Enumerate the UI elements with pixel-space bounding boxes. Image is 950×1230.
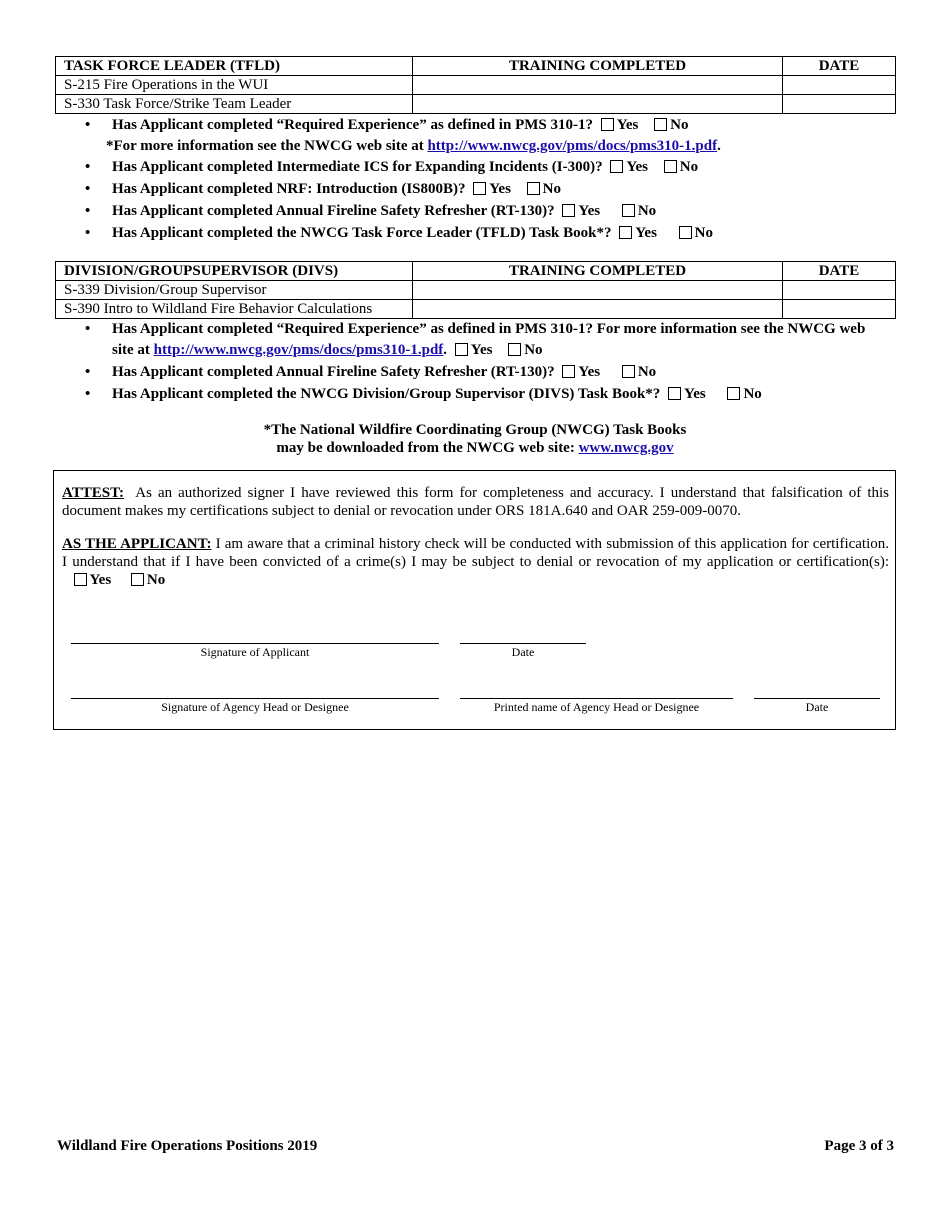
applicant-signature-line[interactable] [71,643,439,660]
no-label: No [637,364,657,380]
yes-label: Yes [578,203,601,219]
no-label: No [146,572,166,588]
note-text: *For more information see the NWCG web site at [106,138,424,154]
yes-label: Yes [684,386,706,402]
agency-date-line[interactable] [754,698,880,715]
course-name: S-339 Division/Group Supervisor [56,281,413,300]
yes-checkbox[interactable] [455,343,468,356]
page-number: Page 3 of 3 [824,1138,894,1154]
divs-question-1 [85,319,900,361]
signature-label: Signature of Applicant [200,645,310,659]
question-text: Has Applicant completed “Required Experience” as defined in PMS 310-1? For more information see the NWCG web [112,321,866,337]
attest-heading: ATTEST: [62,485,124,501]
date-cell[interactable] [783,300,896,319]
date-cell[interactable] [783,281,896,300]
training-completed-cell[interactable] [413,300,783,319]
attest-paragraph [62,484,889,520]
table-header-row [56,57,896,76]
bullet: • [85,181,91,197]
footer-title: Wildland Fire Operations Positions 2019 [57,1138,318,1154]
bullet: • [85,364,91,380]
yes-label: Yes [635,225,657,241]
tfld-question-5 [85,223,900,244]
yes-checkbox[interactable] [610,160,623,173]
date-label: Date [511,645,535,659]
training-completed-cell[interactable] [413,95,783,114]
date-cell[interactable] [783,95,896,114]
course-name: S-215 Fire Operations in the WUI [56,76,413,95]
question-text: Has Applicant completed “Required Experience” as defined in PMS 310-1? [112,117,593,133]
divs-table [55,261,896,319]
no-checkbox[interactable] [622,365,635,378]
no-label: No [694,225,714,241]
yes-checkbox[interactable] [473,182,486,195]
training-completed-cell[interactable] [413,76,783,95]
table-row [56,281,896,300]
taskbook-note-line2 [0,439,950,457]
pms310-link[interactable]: http://www.nwcg.gov/pms/docs/pms310-1.pdf [427,138,718,154]
date-header: DATE [783,57,896,76]
date-cell[interactable] [783,76,896,95]
training-completed-header: TRAINING COMPLETED [413,57,783,76]
date-label: Date [805,700,829,714]
yes-checkbox[interactable] [74,573,87,586]
tfld-question-1 [85,115,900,136]
no-checkbox[interactable] [527,182,540,195]
no-label: No [637,203,657,219]
taskbook-note-text: may be downloaded from the NWCG web site: [276,440,575,456]
question-text: Has Applicant completed NRF: Introduction (IS800B)? [112,181,466,197]
yes-label: Yes [626,159,649,175]
attest-box [53,470,896,730]
no-label: No [542,181,562,197]
signature-label: Signature of Agency Head or Designee [161,700,349,714]
yes-checkbox[interactable] [668,387,681,400]
attest-text: As an authorized signer I have reviewed this form for completeness and accuracy. I understand that falsification of this document makes my certifications subject to denial or revocation under ORS 181A.640 and OAR 259-009-0070. [62,485,889,519]
yes-checkbox[interactable] [601,118,614,131]
nwcg-link[interactable]: www.nwcg.gov [578,440,674,456]
yes-checkbox[interactable] [562,365,575,378]
yes-label: Yes [578,364,601,380]
bullet: • [85,225,91,241]
no-label: No [679,159,699,175]
yes-label: Yes [470,342,493,358]
no-label: No [743,386,762,402]
tfld-question-4 [85,201,900,222]
taskbook-note-line1: *The National Wildfire Coordinating Group (NWCG) Task Books [263,422,687,438]
table-row [56,300,896,319]
tfld-question-3 [85,179,900,200]
no-checkbox[interactable] [664,160,677,173]
no-checkbox[interactable] [679,226,692,239]
printed-name-line[interactable] [460,698,733,715]
yes-label: Yes [489,181,511,197]
training-completed-header: TRAINING COMPLETED [413,262,783,281]
no-label: No [670,117,689,133]
no-label: No [524,342,543,358]
agency-signature-line[interactable] [71,698,439,715]
date-header: DATE [783,262,896,281]
question-text: Has Applicant completed the NWCG Division/Group Supervisor (DIVS) Task Book*? [112,386,661,402]
yes-checkbox[interactable] [562,204,575,217]
no-checkbox[interactable] [131,573,144,586]
question-text: Has Applicant completed Intermediate ICS for Expanding Incidents (I-300)? [112,159,603,175]
bullet: • [85,159,91,175]
tfld-table [55,56,896,114]
bullet: • [85,386,91,402]
note-suffix: . [717,138,721,154]
applicant-text: I am aware that a criminal history check will be conducted with submission of this application for certification. I understand that if I have been convicted of a crime(s) I may be subject to denial or revocation of my application or certification(s): [62,536,890,570]
no-checkbox[interactable] [622,204,635,217]
no-checkbox[interactable] [727,387,740,400]
question-text-cont: site at [112,342,150,358]
applicant-date-line[interactable] [460,643,586,660]
applicant-paragraph [62,535,889,589]
tfld-question-2 [85,157,900,178]
bullet: • [85,321,91,337]
question-text: Has Applicant completed Annual Fireline Safety Refresher (RT-130)? [112,203,555,219]
question-text: Has Applicant completed the NWCG Task Force Leader (TFLD) Task Book*? [112,225,612,241]
tfld-title: TASK FORCE LEADER (TFLD) [56,57,413,76]
divs-title: DIVISION/GROUPSUPERVISOR (DIVS) [56,262,413,281]
yes-label: Yes [616,117,639,133]
question-suffix: . [443,342,448,358]
bullet: • [85,117,91,133]
no-checkbox[interactable] [654,118,667,131]
divs-question-2 [85,362,900,383]
bullet: • [85,203,91,219]
course-name: S-390 Intro to Wildland Fire Behavior Calculations [56,300,413,319]
table-row [56,95,896,114]
applicant-heading: AS THE APPLICANT: [62,536,212,552]
printed-name-label: Printed name of Agency Head or Designee [493,700,700,714]
question-text: Has Applicant completed Annual Fireline Safety Refresher (RT-130)? [112,364,555,380]
no-checkbox[interactable] [508,343,521,356]
table-header-row [56,262,896,281]
pms310-link[interactable]: http://www.nwcg.gov/pms/docs/pms310-1.pdf [153,342,444,358]
divs-question-3 [85,384,900,405]
yes-checkbox[interactable] [619,226,632,239]
table-row [56,76,896,95]
training-completed-cell[interactable] [413,281,783,300]
tfld-info-note [106,136,721,157]
course-name: S-330 Task Force/Strike Team Leader [56,95,413,114]
yes-label: Yes [89,572,112,588]
